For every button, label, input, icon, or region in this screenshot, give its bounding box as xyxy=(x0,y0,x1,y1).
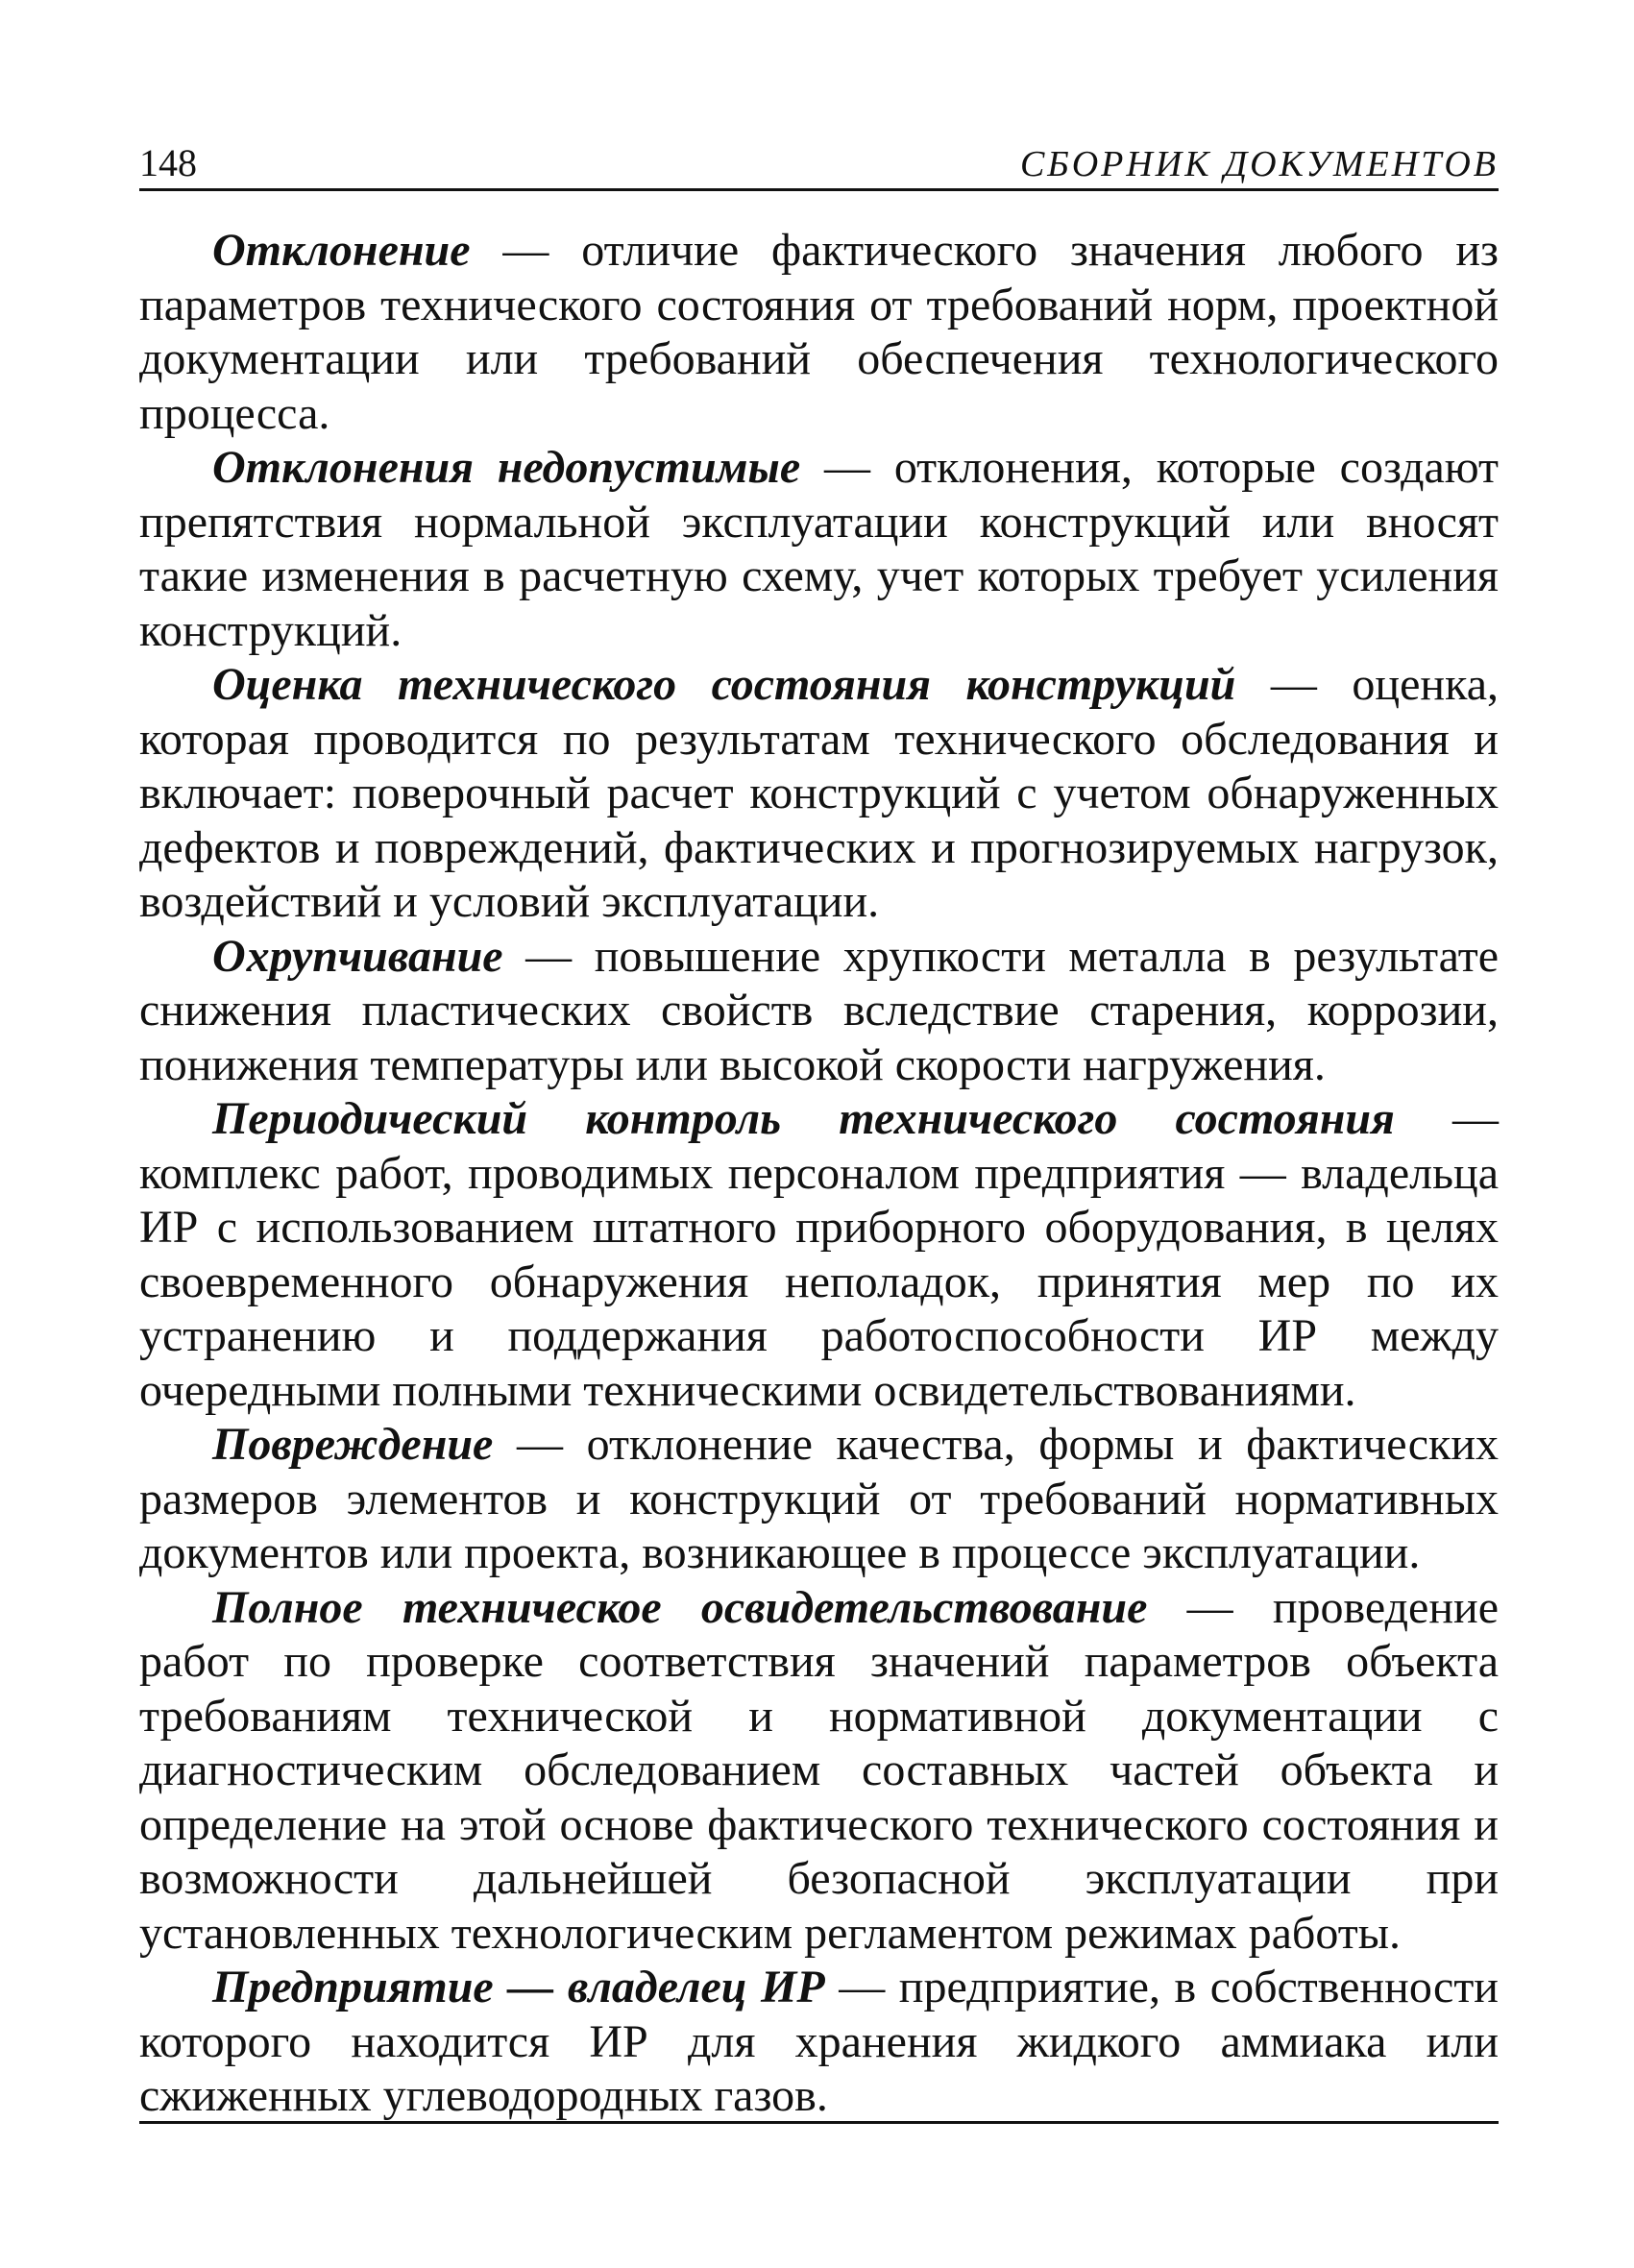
glossary-entries xyxy=(139,224,1499,2124)
entry-term: Отклонение xyxy=(212,225,471,276)
running-title: СБОРНИК ДОКУМЕНТОВ xyxy=(1019,144,1499,184)
entry-definition: — отличие фактического значения любого из параметров технического состояния от требований норм, проектной документации или требований обеспечения технологического процесса. xyxy=(139,225,1499,439)
entry-definition: — проведение работ по проверке соответствия значений параметров объекта требованиям технической и нормативной документации с диагностическим обследованием составных частей объекта и определение на этой основе фактического технического состояния и возможности дальнейшей безопасной эксплуатации при установленных технологическим регламентом режимах работы. xyxy=(139,1581,1499,1959)
footer-rule xyxy=(139,2121,1499,2124)
entry-definition: — комплекс работ, проводимых персоналом предприятия — владельца ИР с использованием штатного приборного оборудования, в целях своевременного обнаружения неполадок, принятия мер по их устранению и поддержания работоспособности ИР между очередными полными техническими освидетельствованиями. xyxy=(139,1093,1500,1416)
entry-term: Предприятие — владелец ИР xyxy=(212,1962,825,2012)
entry-definition: — повышение хрупкости металла в результате снижения пластических свойств вследствие старения, коррозии, понижения температуры или высокой скорости нагружения. xyxy=(139,930,1499,1090)
entry-term: Полное техническое освидетельствование xyxy=(212,1581,1148,1633)
glossary-entry xyxy=(139,441,1499,658)
page-number: 148 xyxy=(139,141,197,184)
glossary-entry xyxy=(139,224,1499,441)
entry-term: Оценка технического состояния конструкций xyxy=(212,659,1236,710)
entry-term: Охрупчивание xyxy=(212,930,503,982)
entry-definition: — отклонение качества, формы и фактических размеров элементов и конструкций от требований нормативных документов или проекта, возникающее в процессе эксплуатации. xyxy=(139,1419,1499,1578)
glossary-entry xyxy=(139,658,1499,930)
document-page xyxy=(139,134,1499,2124)
entry-term: Периодический контроль технического состояния xyxy=(212,1093,1395,1144)
entry-definition: — оценка, которая проводится по результатам технического обследования и включает: поверочный расчет конструкций с учетом обнаруженных дефектов и повреждений, фактических и прогнозируемых нагрузок, воздействий и условий эксплуатации. xyxy=(139,659,1500,927)
entry-definition: — отклонения, которые создают препятствия нормальной эксплуатации конструкций или вносят такие изменения в расчетную схему, учет которых требует усиления конструкций. xyxy=(139,442,1499,656)
glossary-entry xyxy=(139,1092,1499,1418)
entry-term: Отклонения недопустимые xyxy=(212,442,801,493)
entry-term: Повреждение xyxy=(212,1419,494,1470)
page-header xyxy=(139,134,1499,191)
glossary-entry xyxy=(139,930,1499,1093)
glossary-entry xyxy=(139,1581,1499,1962)
entry-definition: — предприятие, в собственности которого находится ИР для хранения жидкого аммиака или сжиженных углеводородных газов. xyxy=(139,1962,1499,2121)
glossary-entry xyxy=(139,1418,1499,1581)
glossary-entry xyxy=(139,1961,1499,2124)
